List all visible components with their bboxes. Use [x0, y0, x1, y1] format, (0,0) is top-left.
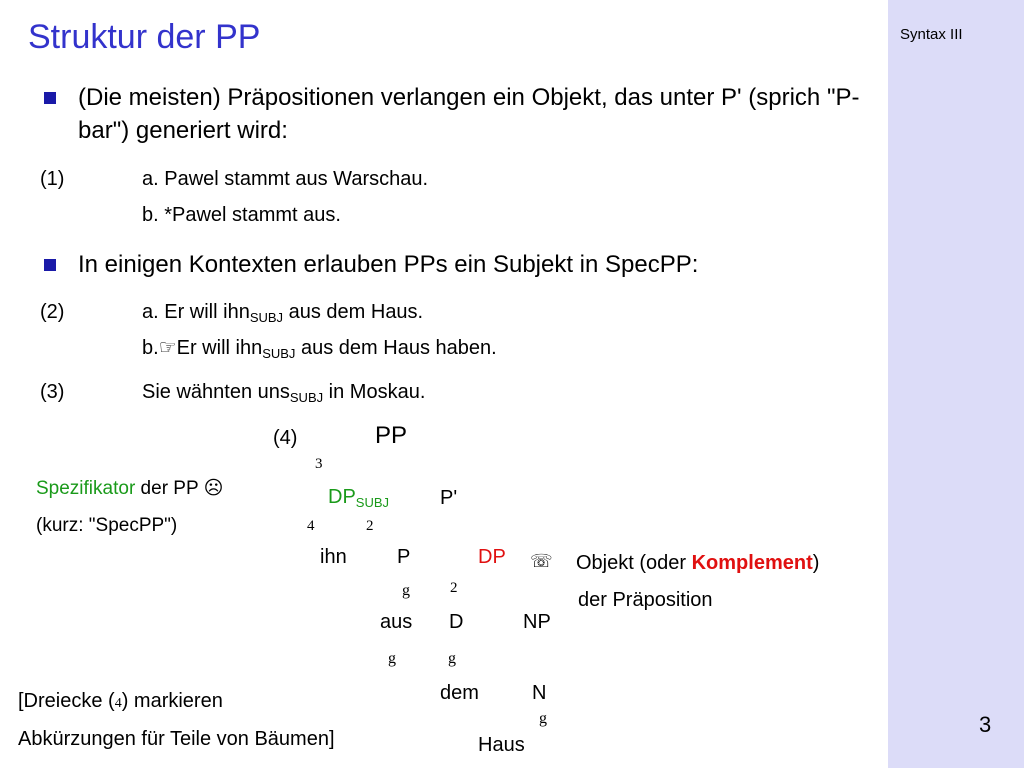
object-label-line2: der Präposition [578, 589, 713, 611]
example-3: Sie wähnten uns$_{SUBJ}$ in Moskau. [142, 381, 426, 405]
tree-leaf-haus: Haus [478, 734, 525, 756]
tree-branch-glyph: 2 [450, 580, 458, 596]
tree-branch-glyph: g [402, 582, 410, 599]
example-1b: b. *Pawel stammt aus. [142, 204, 341, 226]
triangle-glyph: 4 [114, 696, 122, 711]
specifier-label: Spezifikator der PP ☹ [36, 478, 224, 499]
example-1-number: (1) [40, 168, 65, 190]
tree-node-pp: PP [375, 422, 408, 449]
tree-leaf-aus: aus [380, 611, 413, 633]
phone-icon: ☏ [530, 551, 553, 571]
bullet-square-icon [44, 259, 56, 271]
example-2b: b.☞Er will ihn$_{SUBJ}$ aus dem Haus haben. [142, 337, 497, 361]
tree-node-dp-subj: $DP_{SUBJ}$ [328, 486, 390, 510]
slide-title: Struktur der PP [28, 18, 261, 56]
example-1a: a. Pawel stammt aus Warschau. [142, 168, 429, 190]
triangle-glyph: 4 [307, 518, 315, 534]
tree-branch-glyph: 3 [315, 456, 323, 472]
tree-branch-glyph: g [539, 710, 547, 727]
tree-branch-glyph: g [448, 650, 456, 667]
tree-branch-glyph: g [388, 650, 396, 667]
page-number: 3 [979, 712, 992, 737]
sidebar-label: Syntax III [900, 26, 963, 43]
example-2a: a. Er will ihn$_{SUBJ}$ aus dem Haus. [142, 301, 424, 325]
tree-node-dp-obj: DP [478, 546, 506, 568]
triangle-note-line1: [Dreiecke (4) markieren [18, 690, 223, 712]
object-label: Objekt (oder Komplement) [576, 552, 820, 574]
bullet-text-2: In einigen Kontexten erlauben PPs ein Subjekt in SpecPP: [78, 251, 699, 278]
tree-node-d: D [449, 611, 464, 633]
bullet-text-1: (Die meisten) Präpositionen verlangen ein Objekt, das unter P' (sprich "P-bar") generiert wird: [78, 84, 860, 144]
bullet-square-icon [44, 92, 56, 104]
tree-leaf-dem: dem [440, 682, 479, 704]
tree-node-np: NP [523, 611, 551, 633]
triangle-note-line2: Abkürzungen für Teile von Bäumen] [18, 728, 335, 750]
pointing-hand-icon: ☞ [158, 337, 177, 359]
tree-branch-glyph: 2 [366, 518, 374, 534]
example-3-number: (3) [40, 381, 65, 403]
frown-icon: ☹ [203, 478, 224, 499]
example-2-number: (2) [40, 301, 65, 323]
tree-node-p: P [397, 546, 411, 568]
specpp-short-label: (kurz: "SpecPP") [36, 515, 178, 536]
tree-number: (4) [273, 427, 298, 449]
tree-node-n: N [532, 682, 547, 704]
sidebar-panel [888, 0, 1024, 768]
tree-node-pbar: P' [440, 487, 458, 509]
tree-leaf-ihn: ihn [320, 546, 347, 568]
